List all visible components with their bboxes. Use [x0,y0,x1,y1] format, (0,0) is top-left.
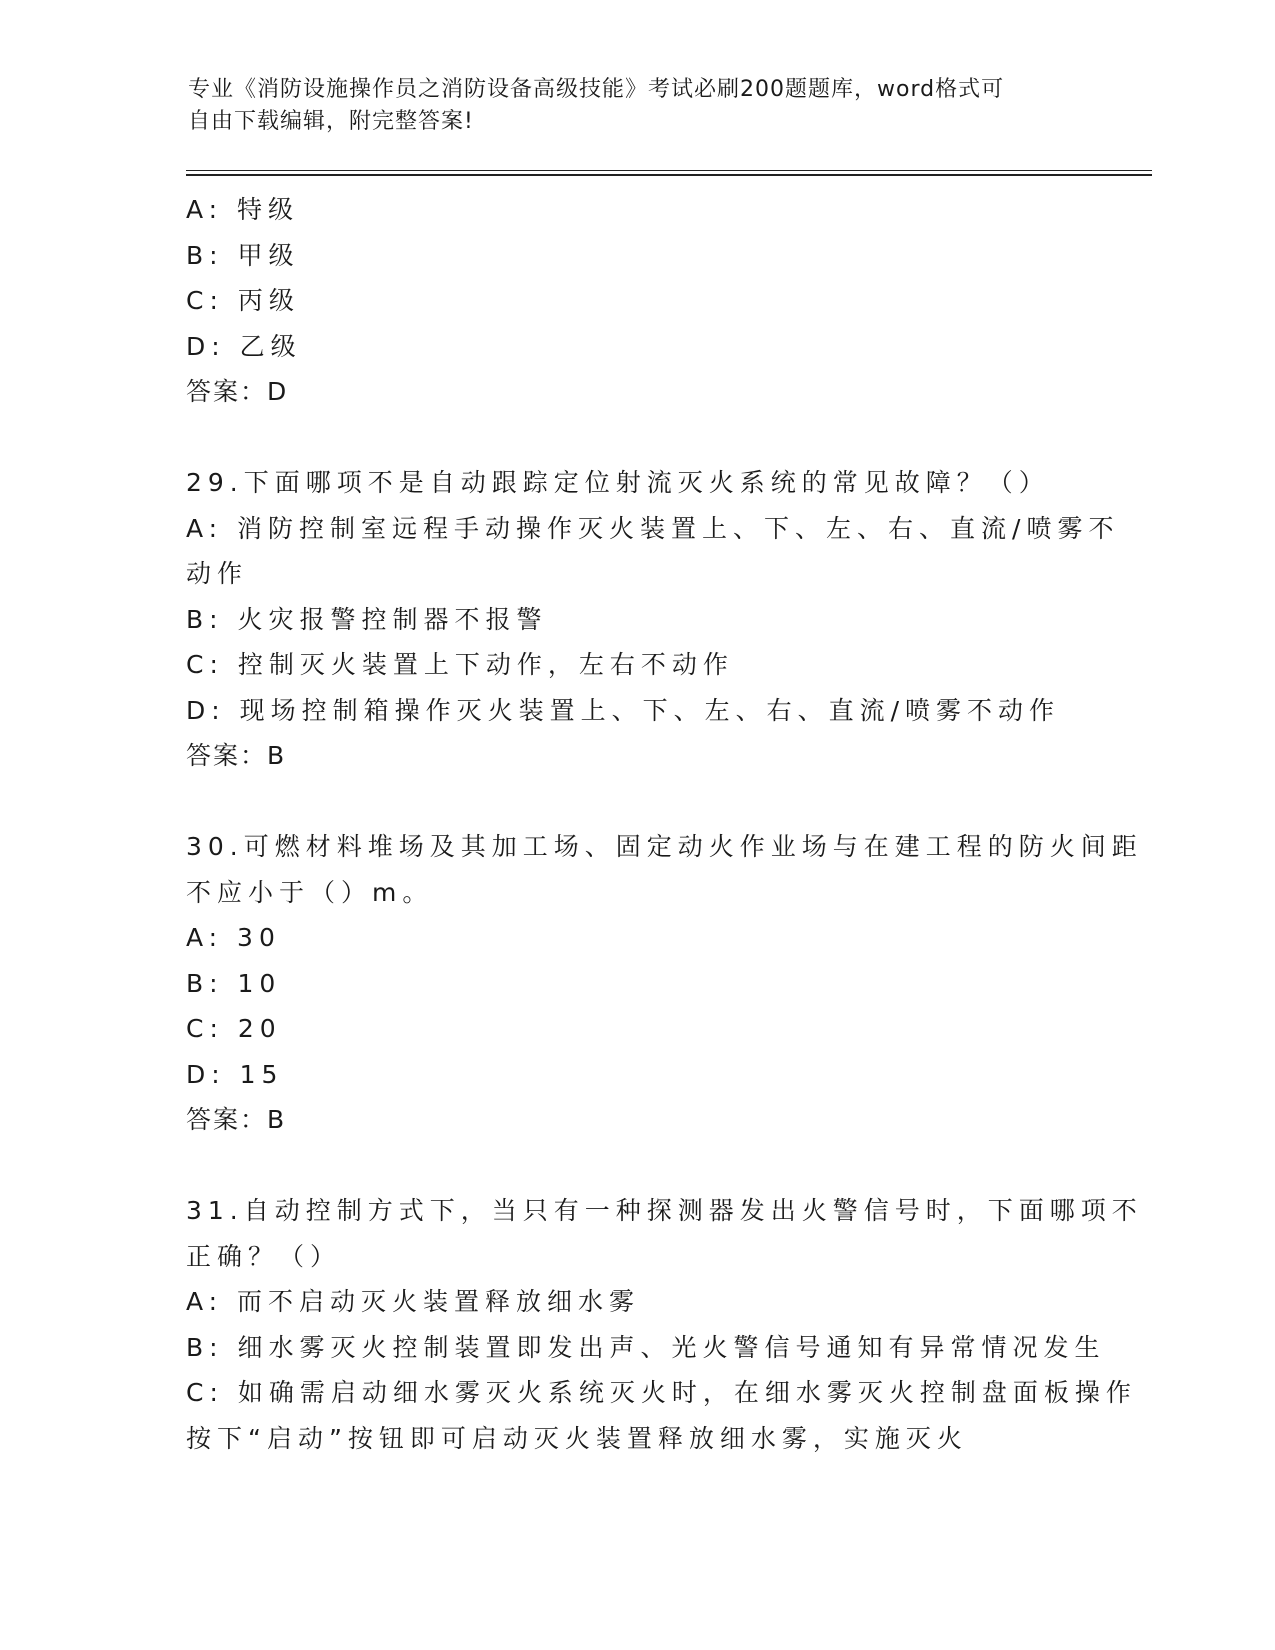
option-a: A: 30 [186,923,281,952]
spacer [186,779,1086,825]
answer-line: 答案：D [186,377,289,406]
spacer [186,1143,1086,1189]
question-31 [186,1188,1143,1461]
header-line-1: 专业《消防设施操作员之消防设备高级技能》考试必刷200题题库，word格式可 [188,77,1005,102]
question-stem: 29.下面哪项不是自动跟踪定位射流灭火系统的常见故障？（） [186,468,1050,497]
header-divider-thin [186,170,1152,171]
option-d: D: 现场控制箱操作灭火装置上、下、左、右、直流/喷雾不动作 [186,695,1061,725]
option-c-continued: 按下“启动”按钮即可启动灭火装置释放细水雾，实施灭火 [186,1423,968,1453]
question-stem-continued: 正确？（） [186,1241,342,1271]
answer-line: 答案：B [186,741,287,770]
question-content [186,187,1143,1461]
option-d: D: 15 [186,1059,284,1089]
question-stem-continued: 不应小于（）m。 [186,877,434,907]
option-a: A: 而不启动灭火装置释放细水雾 [186,1287,641,1316]
question-28-continued [186,187,1086,415]
option-c: C: 控制灭火装置上下动作，左右不动作 [186,650,734,679]
option-b: B: 甲级 [186,240,300,270]
document-header [188,74,1088,138]
answer-line: 答案：B [186,1105,287,1134]
question-stem: 31.自动控制方式下，当只有一种探测器发出火警信号时，下面哪项不 [186,1196,1143,1225]
option-a-continued: 动作 [186,559,249,588]
question-stem: 30.可燃材料堆场及其加工场、固定动火作业场与在建工程的防火间距 [186,832,1143,861]
option-b: B: 10 [186,968,282,998]
option-d: D: 乙级 [186,331,302,361]
option-c: C: 20 [186,1014,282,1043]
option-b: B: 细水雾灭火控制装置即发出声、光火警信号通知有异常情况发生 [186,1332,1106,1362]
spacer [186,415,1086,461]
option-c: C: 如确需启动细水雾灭火系统灭火时，在细水雾灭火控制盘面板操作 [186,1378,1137,1407]
option-b: B: 火灾报警控制器不报警 [186,604,548,634]
question-29 [186,460,1120,779]
header-line-2: 自由下载编辑，附完整答案! [188,109,474,134]
option-a: A: 特级 [186,195,300,224]
option-a: A: 消防控制室远程手动操作灭火装置上、下、左、右、直流/喷雾不 [186,513,1120,543]
question-30 [186,824,1143,1143]
header-divider-thick [186,174,1152,176]
option-c: C: 丙级 [186,286,300,315]
